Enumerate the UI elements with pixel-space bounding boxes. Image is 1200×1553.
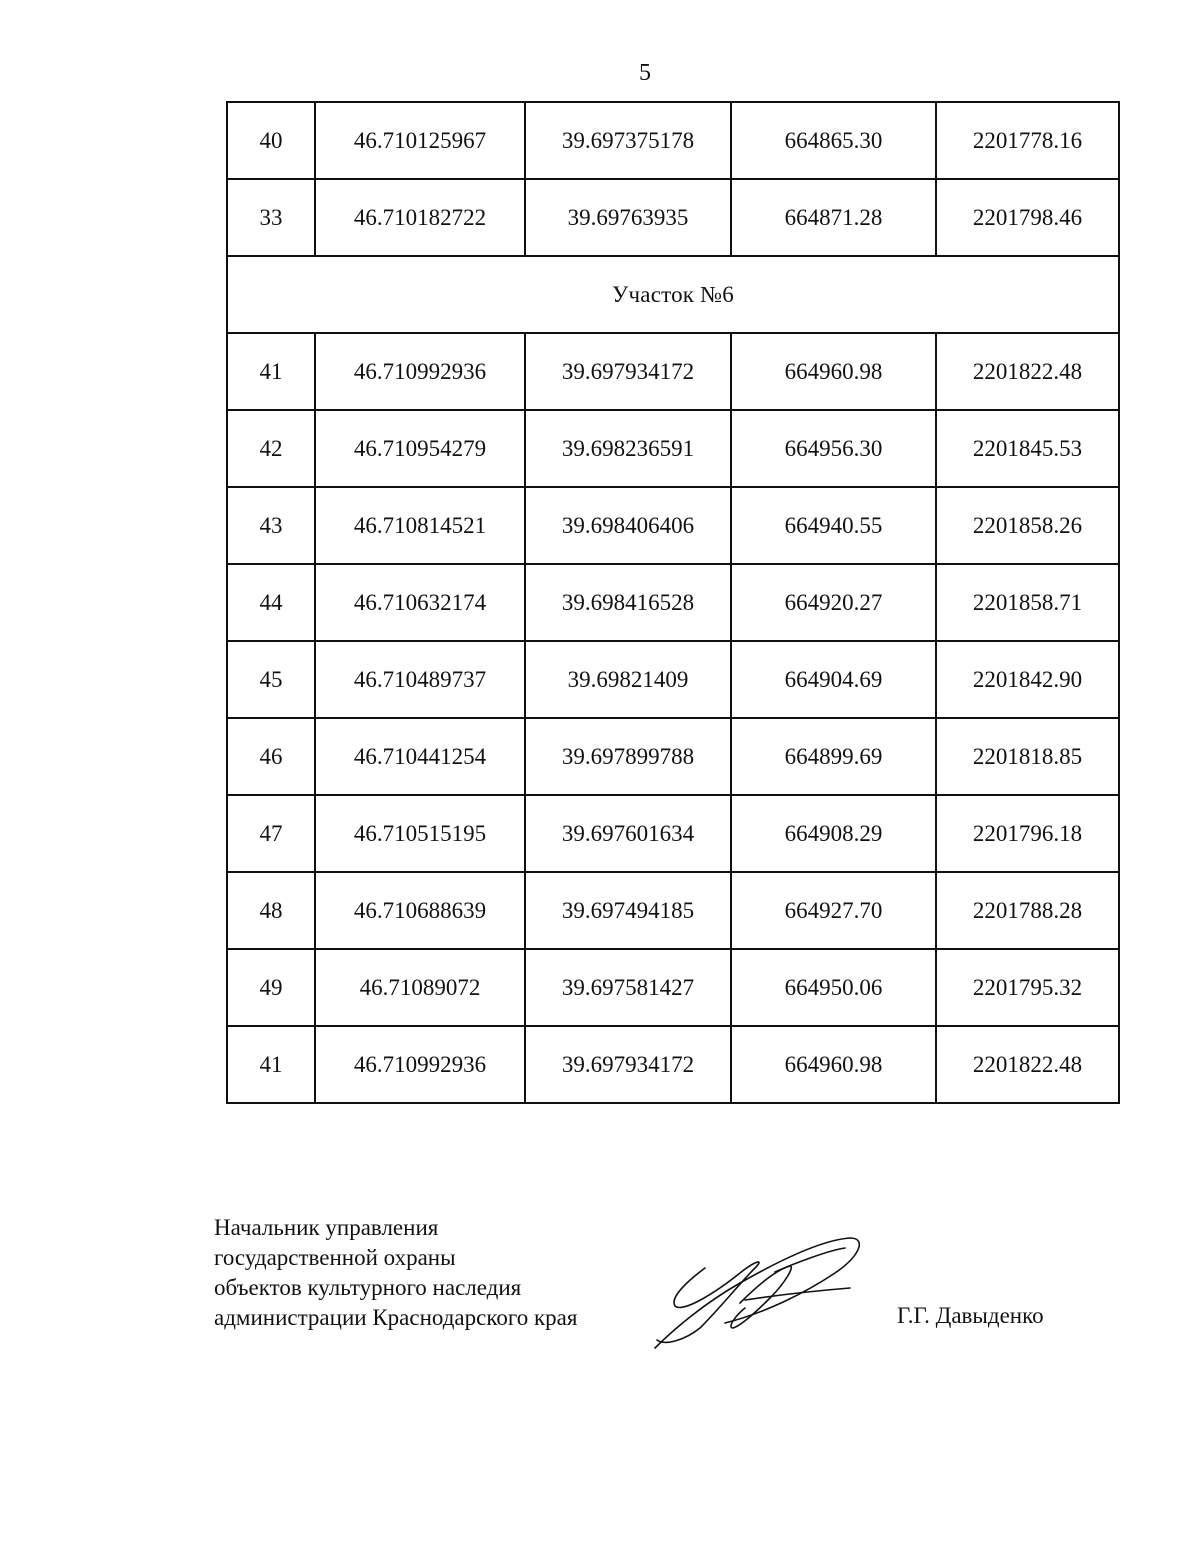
y-coordinate-cell: 2201788.28 (936, 872, 1119, 949)
longitude-cell: 39.697494185 (525, 872, 731, 949)
position-line: Начальник управления (214, 1215, 439, 1240)
table-row (227, 641, 1119, 718)
point-number-cell: 48 (227, 872, 315, 949)
longitude-cell: 39.697601634 (525, 795, 731, 872)
point-number-cell: 43 (227, 487, 315, 564)
x-coordinate-cell: 664927.70 (731, 872, 936, 949)
table-row (227, 333, 1119, 410)
table-row (227, 487, 1119, 564)
longitude-cell: 39.697934172 (525, 1026, 731, 1103)
table-row (227, 1026, 1119, 1103)
x-coordinate-cell: 664956.30 (731, 410, 936, 487)
position-line: государственной охраны (214, 1245, 456, 1270)
latitude-cell: 46.710182722 (315, 179, 525, 256)
y-coordinate-cell: 2201795.32 (936, 949, 1119, 1026)
section-row (227, 256, 1119, 333)
table-row (227, 949, 1119, 1026)
latitude-cell: 46.710992936 (315, 1026, 525, 1103)
y-coordinate-cell: 2201822.48 (936, 333, 1119, 410)
page-number: 5 (639, 60, 651, 86)
y-coordinate-cell: 2201818.85 (936, 718, 1119, 795)
table-row (227, 410, 1119, 487)
table-row (227, 102, 1119, 179)
y-coordinate-cell: 2201822.48 (936, 1026, 1119, 1103)
x-coordinate-cell: 664960.98 (731, 333, 936, 410)
table-row (227, 795, 1119, 872)
longitude-cell: 39.69763935 (525, 179, 731, 256)
signatory-position (214, 1213, 577, 1333)
point-number-cell: 40 (227, 102, 315, 179)
section-title: Участок №6 (227, 256, 1119, 333)
point-number-cell: 46 (227, 718, 315, 795)
y-coordinate-cell: 2201798.46 (936, 179, 1119, 256)
latitude-cell: 46.710489737 (315, 641, 525, 718)
latitude-cell: 46.710515195 (315, 795, 525, 872)
longitude-cell: 39.69821409 (525, 641, 731, 718)
x-coordinate-cell: 664940.55 (731, 487, 936, 564)
coordinates-table (226, 101, 1120, 1104)
point-number-cell: 41 (227, 333, 315, 410)
latitude-cell: 46.710632174 (315, 564, 525, 641)
x-coordinate-cell: 664865.30 (731, 102, 936, 179)
coordinates-table-body (227, 102, 1119, 1103)
position-line: объектов культурного наследия (214, 1275, 522, 1300)
x-coordinate-cell: 664904.69 (731, 641, 936, 718)
point-number-cell: 41 (227, 1026, 315, 1103)
table-row (227, 179, 1119, 256)
latitude-cell: 46.710814521 (315, 487, 525, 564)
y-coordinate-cell: 2201842.90 (936, 641, 1119, 718)
point-number-cell: 47 (227, 795, 315, 872)
x-coordinate-cell: 664920.27 (731, 564, 936, 641)
x-coordinate-cell: 664950.06 (731, 949, 936, 1026)
latitude-cell: 46.710441254 (315, 718, 525, 795)
longitude-cell: 39.697899788 (525, 718, 731, 795)
point-number-cell: 49 (227, 949, 315, 1026)
longitude-cell: 39.697375178 (525, 102, 731, 179)
table-row (227, 872, 1119, 949)
latitude-cell: 46.71089072 (315, 949, 525, 1026)
point-number-cell: 44 (227, 564, 315, 641)
table-row (227, 564, 1119, 641)
x-coordinate-cell: 664871.28 (731, 179, 936, 256)
x-coordinate-cell: 664908.29 (731, 795, 936, 872)
point-number-cell: 33 (227, 179, 315, 256)
x-coordinate-cell: 664899.69 (731, 718, 936, 795)
table-row (227, 718, 1119, 795)
point-number-cell: 45 (227, 641, 315, 718)
longitude-cell: 39.697934172 (525, 333, 731, 410)
position-line: администрации Краснодарского края (214, 1305, 578, 1330)
handwritten-signature (645, 1228, 870, 1358)
y-coordinate-cell: 2201796.18 (936, 795, 1119, 872)
point-number-cell: 42 (227, 410, 315, 487)
longitude-cell: 39.698236591 (525, 410, 731, 487)
latitude-cell: 46.710992936 (315, 333, 525, 410)
longitude-cell: 39.698406406 (525, 487, 731, 564)
y-coordinate-cell: 2201778.16 (936, 102, 1119, 179)
latitude-cell: 46.710125967 (315, 102, 525, 179)
longitude-cell: 39.698416528 (525, 564, 731, 641)
y-coordinate-cell: 2201858.26 (936, 487, 1119, 564)
y-coordinate-cell: 2201858.71 (936, 564, 1119, 641)
x-coordinate-cell: 664960.98 (731, 1026, 936, 1103)
latitude-cell: 46.710688639 (315, 872, 525, 949)
signer-name: Г.Г. Давыденко (897, 1303, 1044, 1328)
longitude-cell: 39.697581427 (525, 949, 731, 1026)
latitude-cell: 46.710954279 (315, 410, 525, 487)
y-coordinate-cell: 2201845.53 (936, 410, 1119, 487)
